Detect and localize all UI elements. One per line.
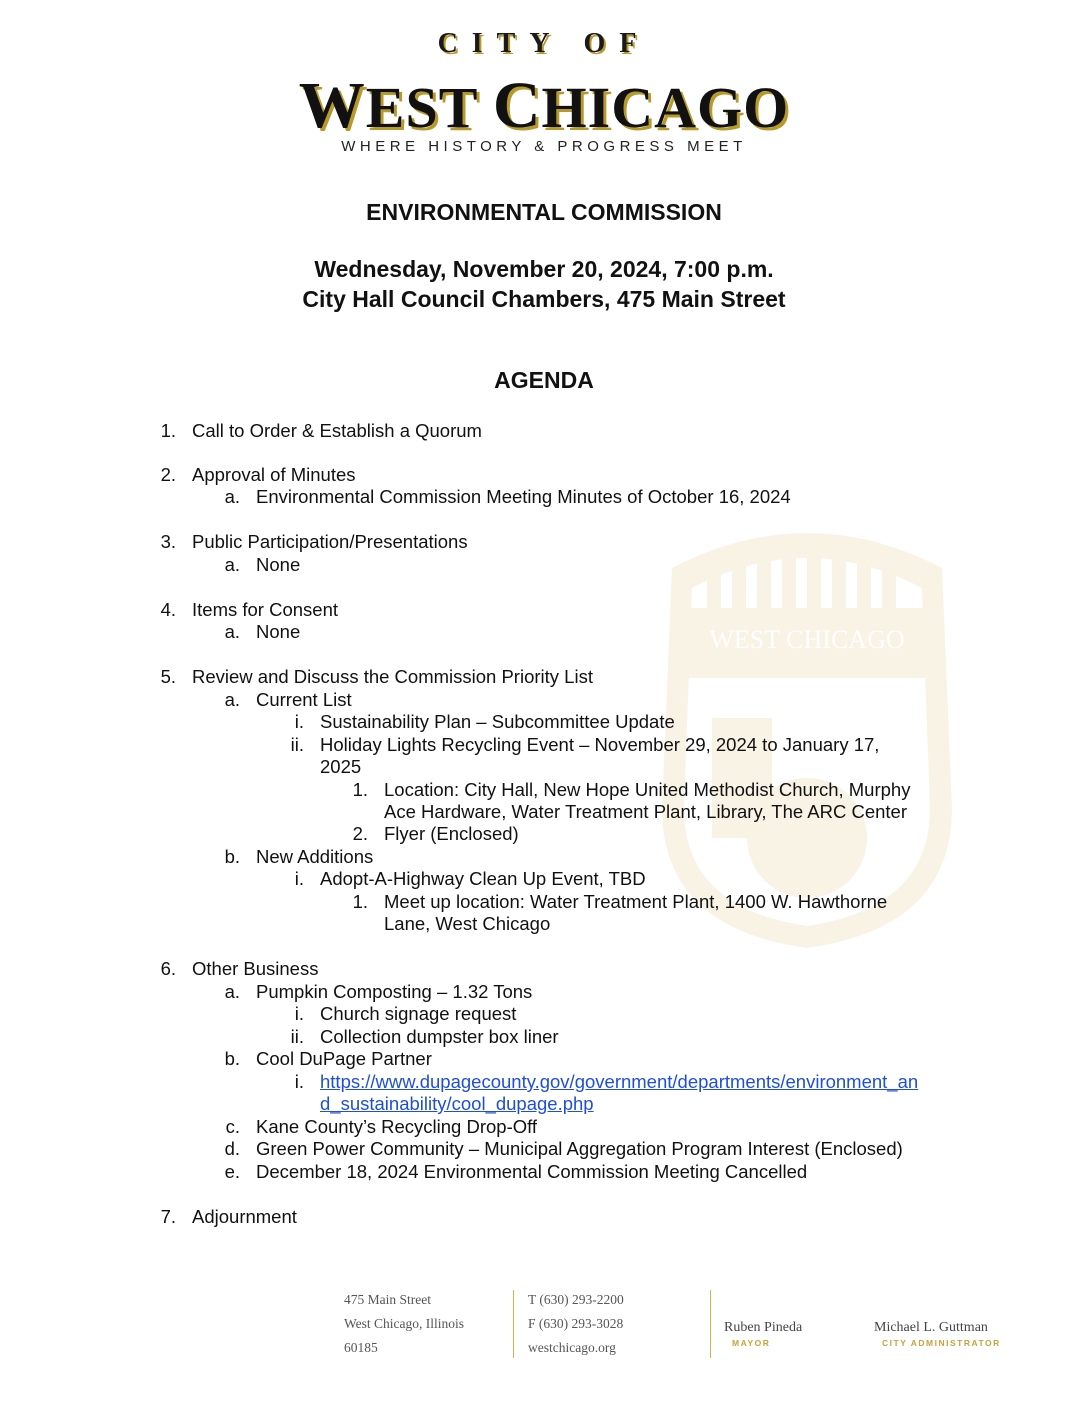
agenda-title: AGENDA [494,367,594,393]
logo-tagline: WHERE HISTORY & PROGRESS MEET [341,138,747,155]
cool-dupage-link-continuation[interactable]: d_sustainability/cool_dupage.php [320,1093,594,1114]
address-line: West Chicago, Illinois [344,1316,465,1331]
meeting-date: Wednesday, November 20, 2024, 7:00 p.m. [314,256,774,282]
cool-dupage-link[interactable]: https://www.dupagecounty.gov/government/departments/environment_an [320,1071,919,1092]
mayor-name: Ruben Pineda [724,1320,803,1335]
administrator-name: Michael L. Guttman [874,1320,988,1335]
mayor-title: MAYOR [732,1338,771,1348]
footer-contact [528,1288,624,1360]
svg-text:WEST CHICAGO: WEST CHICAGO [709,625,905,654]
footer-address [344,1288,464,1360]
logo-west-chicago: WEST CHICAGO [298,69,790,142]
footer-divider [513,1290,514,1358]
address-line: 60185 [344,1340,378,1355]
meeting-location: City Hall Council Chambers, 475 Main Street [302,286,786,312]
footer-administrator [874,1320,1001,1348]
commission-title: ENVIRONMENTAL COMMISSION [366,199,722,225]
address-line: 475 Main Street [344,1292,431,1307]
administrator-title: CITY ADMINISTRATOR [882,1338,1001,1348]
footer-mayor [724,1320,802,1348]
fax-number: F (630) 293-3028 [528,1316,624,1331]
city-seal-watermark [652,508,962,948]
phone-number: T (630) 293-2200 [528,1292,624,1307]
logo-city-of: CITY OF [437,28,651,59]
website-link[interactable]: westchicago.org [528,1340,616,1355]
footer-divider [710,1290,711,1358]
